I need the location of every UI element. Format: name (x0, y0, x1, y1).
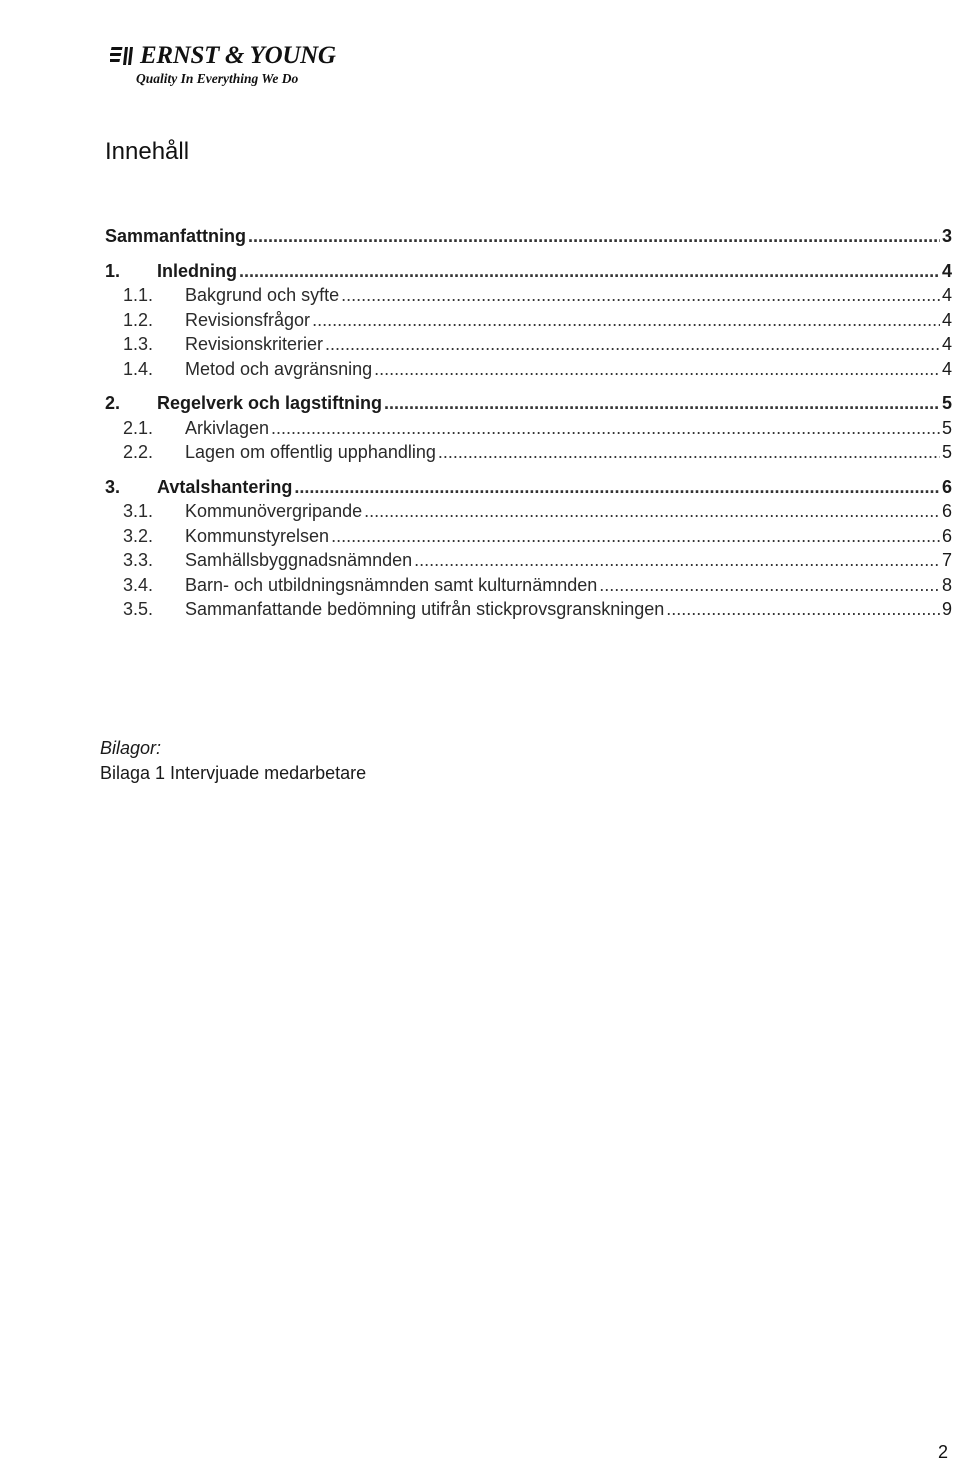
toc-entry-number: 3.4. (123, 574, 154, 595)
toc-entry-page: 6 (941, 501, 952, 521)
toc-dot-leader (666, 597, 940, 622)
toc-dot-leader (312, 308, 940, 333)
toc-section-entry (105, 332, 952, 357)
toc-dot-leader (341, 283, 940, 308)
toc-entry-label: Samhällsbyggnadsnämnden (185, 550, 413, 570)
toc-chapter-entry (105, 224, 952, 249)
toc-section-entry (105, 499, 952, 524)
toc-entry-label: Inledning (157, 260, 237, 281)
toc-dot-leader (271, 416, 940, 441)
toc-chapter-entry (105, 475, 952, 500)
company-logo (110, 42, 336, 87)
toc-entry-page: 4 (941, 358, 952, 379)
toc-entry-page: 9 (941, 599, 952, 619)
toc-entry-page: 4 (941, 260, 952, 281)
toc-entry-number: 1.3. (123, 334, 154, 354)
toc-dot-leader (414, 548, 940, 573)
toc-entry-number: 3.5. (123, 599, 154, 619)
toc-entry-label: Revisionskriterier (185, 334, 324, 354)
toc-entry-page: 4 (941, 285, 952, 305)
toc-chapter-entry (105, 259, 952, 284)
toc-dot-leader (599, 573, 940, 598)
toc-entry-number: 1.2. (123, 309, 154, 330)
toc-entry-label: Lagen om offentlig upphandling (185, 442, 436, 462)
ey-logo-mark-icon (110, 45, 136, 67)
toc-dot-leader (438, 440, 940, 465)
toc-dot-leader (294, 475, 940, 500)
toc-dot-leader (331, 524, 940, 549)
toc-entry-page: 8 (941, 574, 952, 595)
toc-entry-page: 3 (941, 226, 952, 246)
toc-entry-label: Sammanfattning (105, 226, 247, 246)
appendix-heading: Bilagor: (100, 738, 162, 758)
toc-dot-leader (374, 357, 940, 382)
toc-entry-number: 2.2. (123, 442, 154, 462)
toc-entry-label: Regelverk och lagstiftning (157, 393, 383, 413)
toc-entry-number: 3. (105, 476, 121, 497)
toc-chapter-entry (105, 391, 952, 416)
toc-entry-label: Sammanfattande bedömning utifrån stickprovsgranskningen (185, 599, 665, 619)
toc-dot-leader (248, 224, 940, 249)
toc-section-entry (105, 573, 952, 598)
toc-entry-label: Metod och avgränsning (185, 358, 373, 379)
toc-entry-page: 6 (941, 476, 952, 497)
page-title: Innehåll (105, 138, 190, 165)
company-tagline: Quality In Everything We Do (136, 71, 299, 86)
toc-entry-page: 6 (941, 525, 952, 546)
toc-section-entry (105, 416, 952, 441)
toc-entry-label: Avtalshantering (157, 476, 293, 497)
toc-entry-number: 3.3. (123, 550, 154, 570)
appendix-section (100, 736, 366, 786)
toc-entry-page: 7 (941, 550, 952, 570)
toc-section-entry (105, 597, 952, 622)
toc-entry-number: 3.2. (123, 525, 154, 546)
toc-entry-label: Kommunstyrelsen (185, 525, 330, 546)
toc-entry-number: 3.1. (123, 501, 154, 521)
appendix-item: Bilaga 1 Intervjuade medarbetare (100, 763, 367, 783)
toc-entry-number: 1.4. (123, 358, 154, 379)
toc-section-entry (105, 548, 952, 573)
toc-entry-label: Arkivlagen (185, 417, 270, 438)
toc-entry-number: 2. (105, 393, 121, 413)
toc-entry-page: 5 (941, 393, 952, 413)
toc-entry-page: 4 (941, 309, 952, 330)
toc-section-entry (105, 308, 952, 333)
toc-entry-label: Kommunövergripande (185, 501, 363, 521)
company-name: ERNST & YOUNG (140, 42, 336, 69)
toc-dot-leader (364, 499, 940, 524)
toc-dot-leader (325, 332, 940, 357)
toc-entry-page: 4 (941, 334, 952, 354)
toc-entry-page: 5 (941, 417, 952, 438)
table-of-contents (105, 224, 952, 622)
toc-section-entry (105, 524, 952, 549)
toc-entry-label: Barn- och utbildningsnämnden samt kulturnämnden (185, 574, 598, 595)
toc-entry-label: Revisionsfrågor (185, 309, 311, 330)
toc-section-entry (105, 440, 952, 465)
toc-dot-leader (239, 259, 940, 284)
toc-entry-label: Bakgrund och syfte (185, 285, 340, 305)
toc-entry-number: 2.1. (123, 417, 154, 438)
toc-section-entry (105, 283, 952, 308)
toc-entry-number: 1. (105, 260, 121, 281)
toc-section-entry (105, 357, 952, 382)
toc-dot-leader (384, 391, 940, 416)
toc-entry-page: 5 (941, 442, 952, 462)
toc-entry-number: 1.1. (123, 285, 154, 305)
page-number: 2 (937, 1442, 948, 1462)
